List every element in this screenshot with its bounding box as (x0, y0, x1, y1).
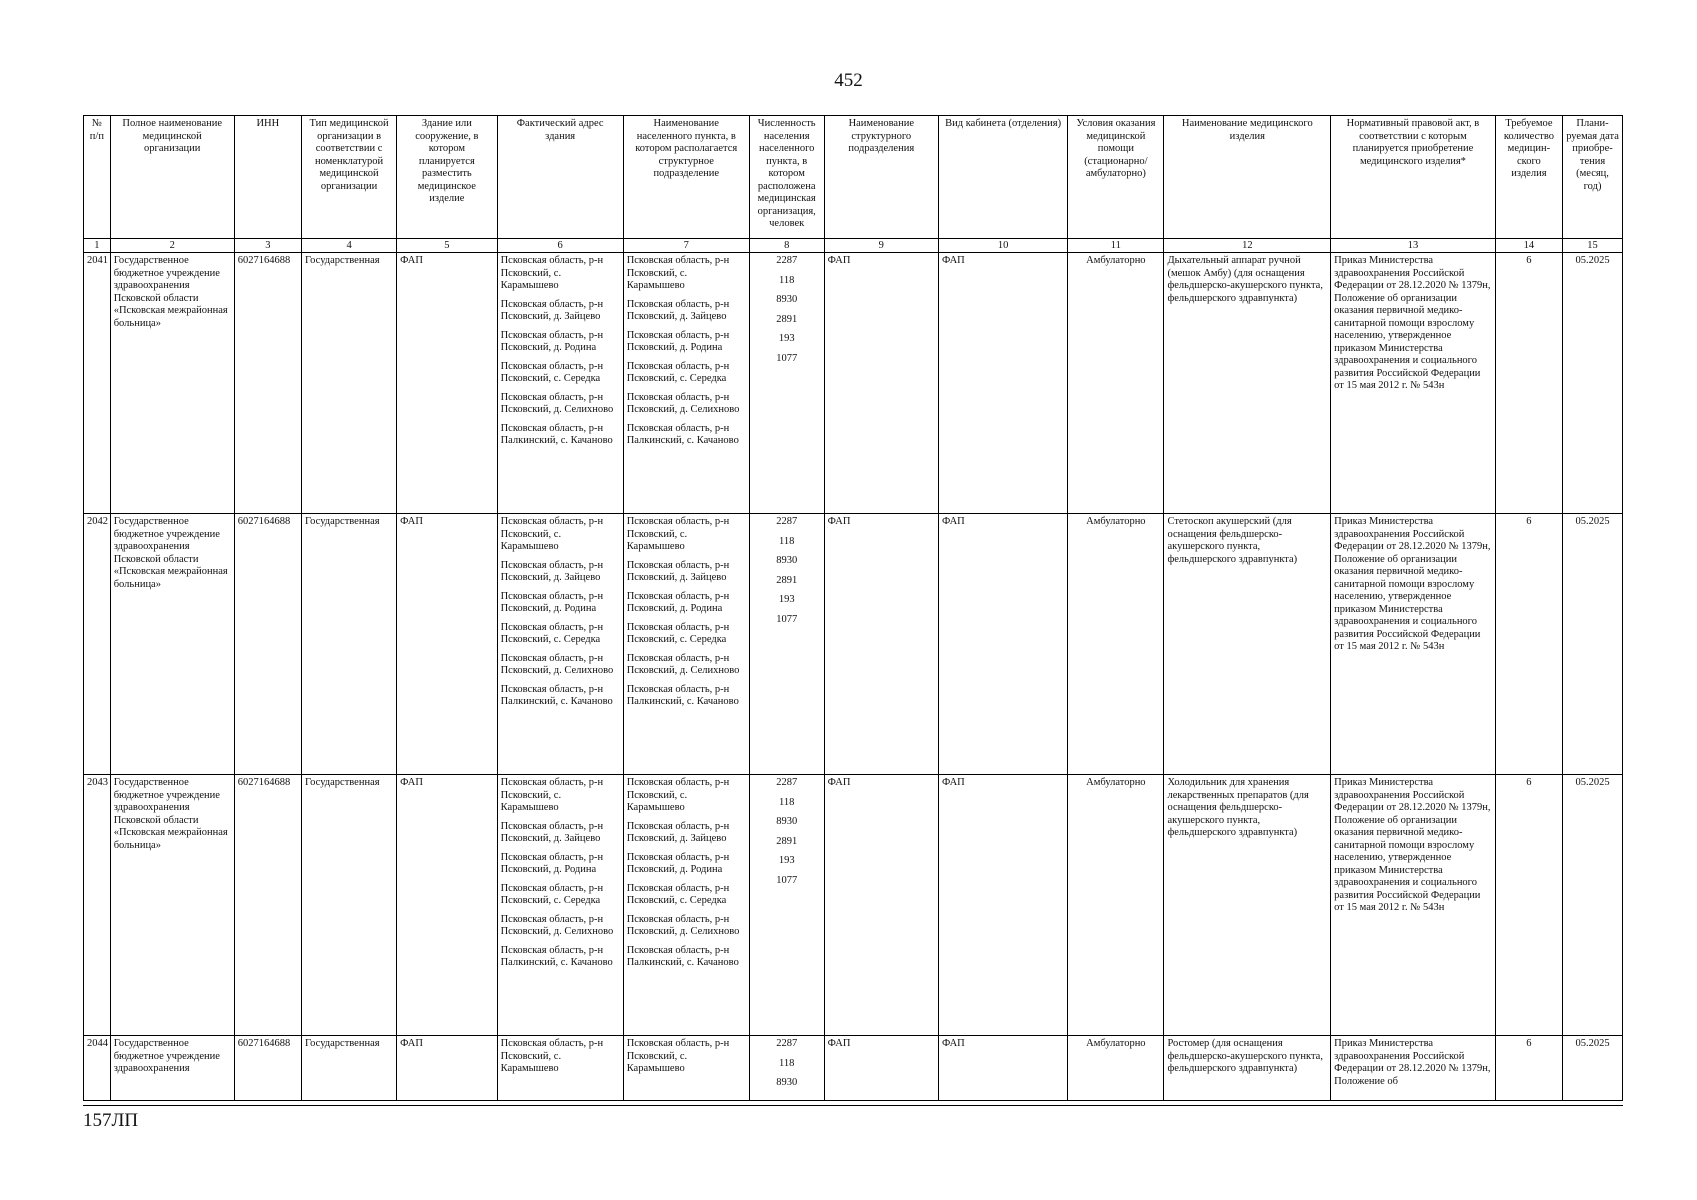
column-header: Наименование структурного подразделения (824, 116, 938, 239)
device-name: Ростомер (для оснащения фельдшерско-акушерского пункта, фельдшерского здравпункта) (1164, 1036, 1331, 1101)
population-list (749, 514, 824, 775)
building: ФАП (397, 253, 497, 514)
column-header: Вид кабинета (отделения) (938, 116, 1067, 239)
column-header: Полное наименование медицинской организации (110, 116, 234, 239)
settlement-list-item: Псковская область, р-н Псковский, с. Середка (626, 360, 730, 384)
quantity: 6 (1495, 1036, 1562, 1101)
address-list-item: Псковская область, р-н Псковский, д. Селихново (500, 652, 614, 676)
quantity: 6 (1495, 514, 1562, 775)
table-row (84, 514, 1623, 775)
inn: 6027164688 (234, 253, 301, 514)
settlement-list-item: Псковская область, р-н Псковский, д. Родина (626, 851, 730, 875)
population-list-item: 118 (779, 274, 795, 286)
population-list-item: 2287 (776, 1038, 798, 1049)
population-list-item: 193 (778, 333, 795, 344)
structural-unit: ФАП (824, 253, 938, 514)
settlement-list-item: Псковская область, р-н Палкинский, с. Качаново (626, 422, 739, 446)
settlement-list (623, 514, 749, 775)
quantity: 6 (1495, 253, 1562, 514)
cabinet-type: ФАП (938, 253, 1067, 514)
column-number: 11 (1068, 239, 1164, 253)
settlement-list-item: Псковская область, р-н Псковский, с. Карамышево (626, 255, 730, 291)
population-list-item: 1077 (776, 613, 798, 625)
building: ФАП (397, 514, 497, 775)
population-list-item: 8930 (776, 816, 798, 827)
legal-act: Приказ Министерства здравоохранения Российской Федерации от 28.12.2020 № 1379н, Положение об (1331, 1036, 1496, 1101)
column-header: Численность населения населенного пункта, в котором расположена медицинская организация, человек (749, 116, 824, 239)
care-conditions: Амбулаторно (1068, 253, 1164, 514)
settlement-list (623, 1036, 749, 1101)
address-list-item: Псковская область, р-н Псковский, д. Селихново (500, 391, 614, 415)
column-header: Наименование населенного пункта, в котором располагается структурное подразделение (623, 116, 749, 239)
population-list-item: 1077 (776, 874, 798, 886)
population-list-item: 118 (779, 535, 795, 547)
column-number: 9 (824, 239, 938, 253)
structural-unit: ФАП (824, 514, 938, 775)
column-number: 4 (302, 239, 397, 253)
organization-type: Государственная (302, 514, 397, 775)
cabinet-type: ФАП (938, 775, 1067, 1036)
population-list-item: 2891 (776, 313, 798, 325)
structural-unit: ФАП (824, 1036, 938, 1101)
device-name: Холодильник для хранения лекарственных препаратов (для оснащения фельдшерско-акушерского пункта, фельдшерского здравпункта) (1164, 775, 1331, 1036)
address-list-item: Псковская область, р-н Псковский, с. Карамышево (500, 255, 604, 291)
address-list-item: Псковская область, р-н Псковский, д. Селихново (500, 913, 614, 937)
row-number: 2044 (84, 1036, 111, 1101)
column-header: Тип медицинской организации в соответствии с номенклатурой медицинской организации (302, 116, 397, 239)
table-row (84, 1036, 1623, 1101)
purchase-date: 05.2025 (1563, 514, 1623, 775)
population-list-item: 2891 (776, 574, 798, 586)
inn: 6027164688 (234, 775, 301, 1036)
column-number: 12 (1164, 239, 1331, 253)
purchase-date: 05.2025 (1563, 1036, 1623, 1101)
table-body (84, 253, 1623, 1101)
address-list-item: Псковская область, р-н Псковский, с. Середка (500, 360, 604, 384)
address-list-item: Псковская область, р-н Палкинский, с. Качаново (500, 944, 613, 968)
column-header: Наименование медицинского изделия (1164, 116, 1331, 239)
population-list-item: 2891 (776, 835, 798, 847)
address-list-item: Псковская область, р-н Псковский, с. Середка (500, 621, 604, 645)
address-list-item: Псковская область, р-н Псковский, д. Зайцево (500, 820, 604, 844)
cabinet-type: ФАП (938, 514, 1067, 775)
address-list-item: Псковская область, р-н Псковский, с. Карамышево (500, 777, 604, 813)
address-list (497, 775, 623, 1036)
population-list (749, 253, 824, 514)
settlement-list-item: Псковская область, р-н Псковский, с. Карамышево (626, 1038, 730, 1074)
equipment-table (83, 115, 1623, 1101)
settlement-list-item: Псковская область, р-н Палкинский, с. Качаново (626, 944, 739, 968)
column-header: Фактический адрес здания (497, 116, 623, 239)
document-code: 157ЛП (83, 1110, 139, 1131)
column-number-row (84, 239, 1623, 253)
purchase-date: 05.2025 (1563, 253, 1623, 514)
column-header: Нормативный правовой акт, в соответствии с которым планируется приобретение медицинского изделия* (1331, 116, 1496, 239)
address-list-item: Псковская область, р-н Псковский, д. Зайцево (500, 559, 604, 583)
header-row (84, 116, 1623, 239)
population-list-item: 8930 (776, 1077, 798, 1088)
column-number: 15 (1563, 239, 1623, 253)
address-list-item: Псковская область, р-н Псковский, с. Карамышево (500, 516, 604, 552)
population-list-item: 193 (778, 855, 795, 866)
legal-act: Приказ Министерства здравоохранения Российской Федерации от 28.12.2020 № 1379н, Положение об организации оказания первичной медико-санитарной помощи взрослому населению, утвержденное приказом Министерства здравоохранения и социального развития Российской Федерации от 15 мая 2012 г. № 543н (1331, 253, 1496, 514)
purchase-date: 05.2025 (1563, 775, 1623, 1036)
table-row (84, 775, 1623, 1036)
organization-name: Государственное бюджетное учреждение здравоохранения Псковской области «Псковская межрайонная больница» (110, 775, 234, 1036)
address-list (497, 1036, 623, 1101)
settlement-list-item: Псковская область, р-н Псковский, д. Селихново (626, 913, 740, 937)
settlement-list-item: Псковская область, р-н Псковский, д. Зайцево (626, 820, 730, 844)
page-number: 452 (834, 70, 863, 91)
row-number: 2041 (84, 253, 111, 514)
address-list-item: Псковская область, р-н Палкинский, с. Качаново (500, 422, 613, 446)
care-conditions: Амбулаторно (1068, 775, 1164, 1036)
organization-name: Государственное бюджетное учреждение здравоохранения (110, 1036, 234, 1101)
settlement-list-item: Псковская область, р-н Псковский, д. Родина (626, 590, 730, 614)
population-list-item: 2287 (776, 777, 798, 788)
address-list-item: Псковская область, р-н Псковский, с. Середка (500, 882, 604, 906)
settlement-list-item: Псковская область, р-н Псковский, с. Середка (626, 882, 730, 906)
settlement-list-item: Псковская область, р-н Псковский, д. Зайцево (626, 298, 730, 322)
population-list-item: 8930 (776, 555, 798, 566)
population-list-item: 2287 (776, 516, 798, 527)
column-header: Требуемое количество медицин-ского изделия (1495, 116, 1562, 239)
cabinet-type: ФАП (938, 1036, 1067, 1101)
population-list (749, 775, 824, 1036)
device-name: Стетоскоп акушерский (для оснащения фельдшерско-акушерского пункта, фельдшерского здравпункта) (1164, 514, 1331, 775)
column-number: 7 (623, 239, 749, 253)
building: ФАП (397, 775, 497, 1036)
population-list-item: 8930 (776, 294, 798, 305)
organization-name: Государственное бюджетное учреждение здравоохранения Псковской области «Псковская межрайонная больница» (110, 514, 234, 775)
column-header: Плани-руемая дата приобре-тения (месяц, год) (1563, 116, 1623, 239)
inn: 6027164688 (234, 1036, 301, 1101)
column-number: 2 (110, 239, 234, 253)
column-number: 6 (497, 239, 623, 253)
table-container (83, 115, 1623, 1106)
legal-act: Приказ Министерства здравоохранения Российской Федерации от 28.12.2020 № 1379н, Положение об организации оказания первичной медико-санитарной помощи взрослому населению, утвержденное приказом Министерства здравоохранения и социального развития Российской Федерации от 15 мая 2012 г. № 543н (1331, 514, 1496, 775)
column-header: Условия оказания медицинской помощи (стационарно/ амбулаторно) (1068, 116, 1164, 239)
population-list-item: 2287 (776, 255, 798, 266)
address-list-item: Псковская область, р-н Псковский, д. Зайцево (500, 298, 604, 322)
organization-type: Государственная (302, 253, 397, 514)
table-row (84, 253, 1623, 514)
column-header: ИНН (234, 116, 301, 239)
organization-type: Государственная (302, 775, 397, 1036)
organization-name: Государственное бюджетное учреждение здравоохранения Псковской области «Псковская межрайонная больница» (110, 253, 234, 514)
settlement-list-item: Псковская область, р-н Псковский, д. Зайцево (626, 559, 730, 583)
address-list (497, 253, 623, 514)
structural-unit: ФАП (824, 775, 938, 1036)
care-conditions: Амбулаторно (1068, 1036, 1164, 1101)
inn: 6027164688 (234, 514, 301, 775)
column-header: Здание или сооружение, в котором планируется разместить медицинское изделие (397, 116, 497, 239)
settlement-list-item: Псковская область, р-н Псковский, д. Селихново (626, 391, 740, 415)
settlement-list-item: Псковская область, р-н Псковский, д. Родина (626, 329, 730, 353)
settlement-list-item: Псковская область, р-н Псковский, с. Середка (626, 621, 730, 645)
address-list-item: Псковская область, р-н Псковский, д. Родина (500, 590, 604, 614)
building: ФАП (397, 1036, 497, 1101)
row-number: 2042 (84, 514, 111, 775)
column-header: № п/п (84, 116, 111, 239)
address-list (497, 514, 623, 775)
care-conditions: Амбулаторно (1068, 514, 1164, 775)
column-number: 14 (1495, 239, 1562, 253)
quantity: 6 (1495, 775, 1562, 1036)
population-list-item: 118 (779, 1057, 795, 1069)
device-name: Дыхательный аппарат ручной (мешок Амбу) (для оснащения фельдшерско-акушерского пункта, фельдшерского здравпункта) (1164, 253, 1331, 514)
column-number: 13 (1331, 239, 1496, 253)
population-list (749, 1036, 824, 1101)
settlement-list-item: Псковская область, р-н Псковский, д. Селихново (626, 652, 740, 676)
address-list-item: Псковская область, р-н Палкинский, с. Качаново (500, 683, 613, 707)
row-number: 2043 (84, 775, 111, 1036)
column-number: 10 (938, 239, 1067, 253)
column-number: 5 (397, 239, 497, 253)
column-number: 3 (234, 239, 301, 253)
population-list-item: 118 (779, 796, 795, 808)
settlement-list (623, 775, 749, 1036)
address-list-item: Псковская область, р-н Псковский, д. Родина (500, 329, 604, 353)
settlement-list-item: Псковская область, р-н Псковский, с. Карамышево (626, 516, 730, 552)
settlement-list-item: Псковская область, р-н Палкинский, с. Качаново (626, 683, 739, 707)
settlement-list-item: Псковская область, р-н Псковский, с. Карамышево (626, 777, 730, 813)
population-list-item: 1077 (776, 352, 798, 364)
population-list-item: 193 (778, 594, 795, 605)
settlement-list (623, 253, 749, 514)
column-number: 8 (749, 239, 824, 253)
column-number: 1 (84, 239, 111, 253)
address-list-item: Псковская область, р-н Псковский, с. Карамышево (500, 1038, 604, 1074)
address-list-item: Псковская область, р-н Псковский, д. Родина (500, 851, 604, 875)
legal-act: Приказ Министерства здравоохранения Российской Федерации от 28.12.2020 № 1379н, Положение об организации оказания первичной медико-санитарной помощи взрослому населению, утвержденное приказом Министерства здравоохранения и социального развития Российской Федерации от 15 мая 2012 г. № 543н (1331, 775, 1496, 1036)
organization-type: Государственная (302, 1036, 397, 1101)
